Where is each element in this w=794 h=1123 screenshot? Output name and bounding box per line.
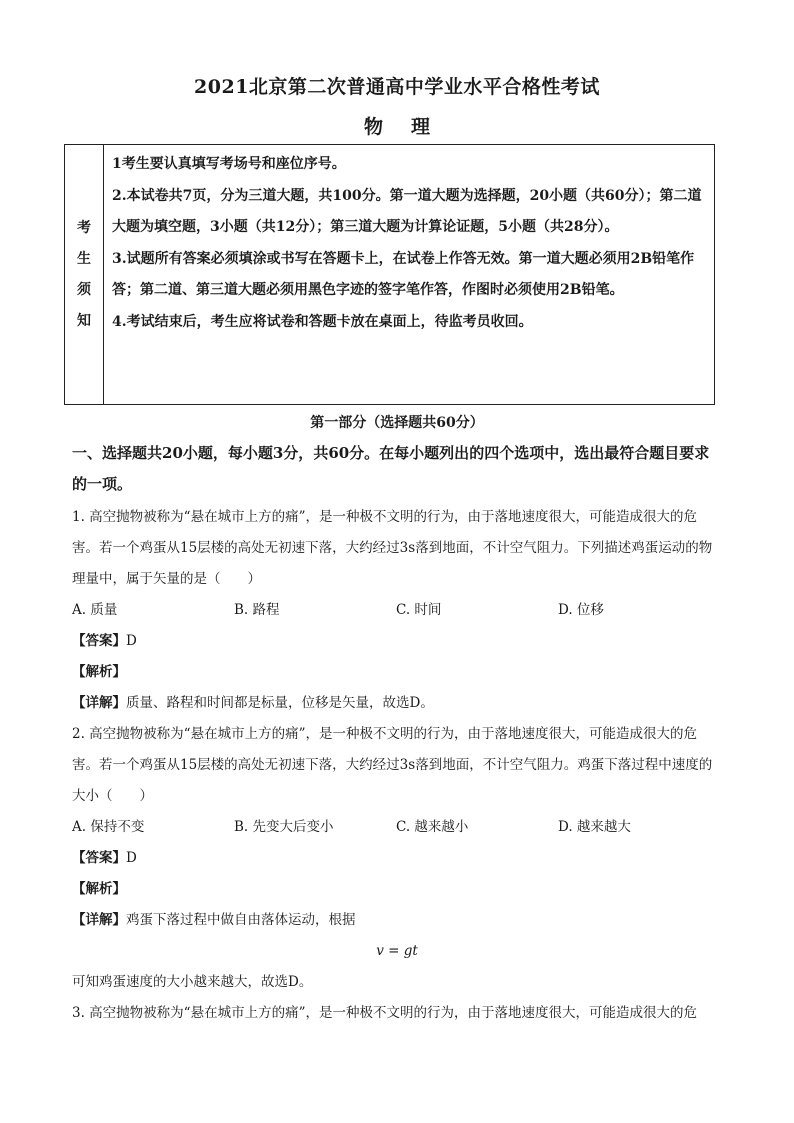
option: A. 质量 (72, 602, 118, 618)
formula: v = gt (376, 943, 418, 959)
question-3-stem: 3. 高空抛物被称为“悬在城市上方的痛”，是一种极不文明的行为，由于落地速度很大，可能造成很大的危 (72, 1005, 697, 1021)
option: C. 时间 (396, 602, 442, 618)
notice-side-label (65, 145, 104, 405)
question-1-stem: 1. 高空抛物被称为“悬在城市上方的痛”，是一种极不文明的行为，由于落地速度很大，可能造成很大的危害。若一个鸡蛋从15层楼的高处无初速下落，大约经过3s落到地面，不计空气阻力。下列描述鸡蛋运动的物理量中，属于矢量的是（ ） (72, 509, 713, 587)
section-heading: 第一部分（选择题共60分） (310, 415, 484, 431)
question-1-detail (72, 688, 722, 719)
notice-side-char: 生 (77, 250, 91, 267)
option: B. 先变大后变小 (234, 819, 334, 835)
answer-value: D (126, 633, 137, 649)
detail-tag: 【详解】 (72, 695, 126, 711)
notice-side-char: 须 (77, 281, 91, 298)
option: B. 路程 (234, 602, 280, 618)
notice-side-char: 知 (77, 312, 91, 329)
question-1-analysis (72, 657, 722, 688)
option: D. 越来越大 (558, 819, 631, 835)
analysis-tag: 【解析】 (72, 881, 126, 897)
notice-side-char: 考 (77, 219, 91, 236)
notice-item: 3.试题所有答案必须填涂或书写在答题卡上，在试卷上作答无效。第一道大题必须用2B铅笔作答；第二道、第三道大题必须用黑色字迹的签字笔作答，作图时必须使用2B铅笔。 (112, 250, 695, 298)
detail-text: 鸡蛋下落过程中做自由落体运动，根据 (126, 912, 356, 928)
question-2-options (72, 812, 722, 843)
answer-tag: 【答案】 (72, 633, 126, 649)
option: C. 越来越小 (396, 819, 469, 835)
option: A. 保持不变 (72, 819, 145, 835)
notice-body (104, 145, 715, 405)
analysis-tag: 【解析】 (72, 664, 126, 680)
section-instruction: 一、选择题共20小题，每小题3分，共60分。在每小题列出的四个选项中，选出最符合题目要求的一项。 (72, 444, 710, 493)
question-1-options (72, 595, 722, 626)
detail-tag: 【详解】 (72, 912, 126, 928)
question-2-detail (72, 905, 722, 936)
question-2-conclusion: 可知鸡蛋速度的大小越来越大，故选D。 (72, 974, 313, 990)
question-2-analysis (72, 874, 722, 905)
option: D. 位移 (558, 602, 604, 618)
answer-value: D (126, 850, 137, 866)
detail-text: 质量、路程和时间都是标量，位移是矢量，故选D。 (126, 695, 434, 711)
answer-tag: 【答案】 (72, 850, 126, 866)
exam-title: 2021北京第二次普通高中学业水平合格性考试 (194, 76, 600, 98)
question-list (72, 502, 722, 1029)
question-2-stem: 2. 高空抛物被称为“悬在城市上方的痛”，是一种极不文明的行为，由于落地速度很大，可能造成很大的危害。若一个鸡蛋从15层楼的高处无初速下落，大约经过3s落到地面，不计空气阻力。鸡蛋下落过程中速度的大小（ ） (72, 726, 713, 804)
question-2-answer (72, 843, 722, 874)
notice-item: 4.考试结束后，考生应将试卷和答题卡放在桌面上，待监考员收回。 (112, 313, 533, 330)
notice-item: 1考生要认真填写考场号和座位序号。 (112, 156, 346, 172)
subject-title: 物理 (363, 116, 458, 138)
notice-box (64, 144, 715, 405)
notice-item: 2.本试卷共7页，分为三道大题，共100分。第一道大题为选择题，20小题（共60分）；第二道大题为填空题，3小题（共12分）；第三道大题为计算论证题，5小题（共28分）。 (112, 187, 702, 235)
question-1-answer (72, 626, 722, 657)
